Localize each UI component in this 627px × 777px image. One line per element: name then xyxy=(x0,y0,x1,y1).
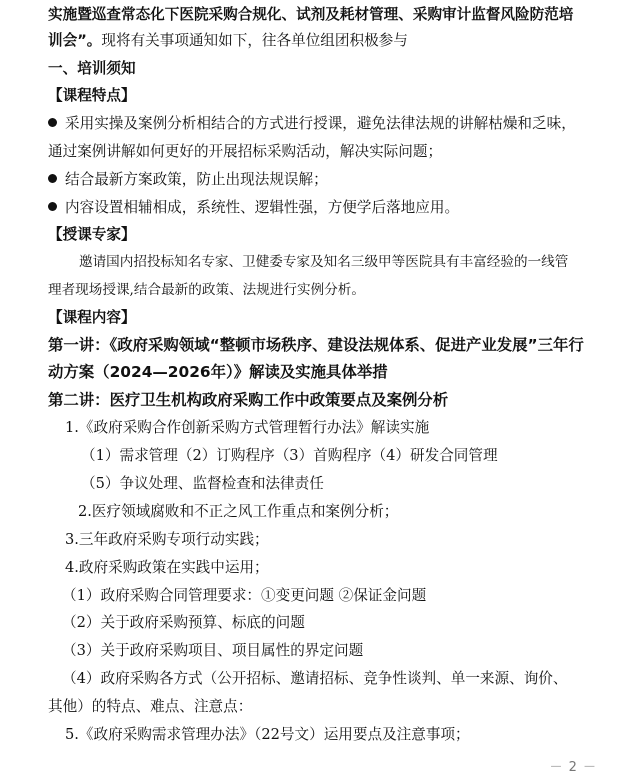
bullet-icon xyxy=(48,202,57,211)
item-4-sub-1: （1）政府采购合同管理要求：①变更问题 ②保证金问题 xyxy=(62,587,427,604)
item-4-sub-2: （2）关于政府采购预算、标底的问题 xyxy=(62,614,305,631)
item-4-sub-3: （3）关于政府采购项目、项目属性的界定问题 xyxy=(62,642,364,659)
content-header: 【课程内容】 xyxy=(48,309,136,326)
bullet-icon xyxy=(48,118,57,127)
experts-header: 【授课专家】 xyxy=(48,226,136,243)
item-2: 2.医疗领域腐败和不正之风工作重点和案例分析； xyxy=(78,503,399,520)
item-3: 3.三年政府采购专项行动实践； xyxy=(65,531,269,548)
experts-line-2: 理者现场授课,结合最新的政策、法规进行实例分析。 xyxy=(48,282,365,298)
feature-2-text: 结合最新方案政策，防止出现法规误解； xyxy=(65,171,328,188)
bullet-icon xyxy=(48,174,57,183)
lecture-2: 第二讲：医疗卫生机构政府采购工作中政策要点及案例分析 xyxy=(48,391,449,409)
feature-3-text: 内容设置相辅相成，系统性、逻辑性强，方便学后落地应用。 xyxy=(65,199,460,216)
intro-line-2-rest: 现将有关事项通知如下，往各单位组团积极参与 xyxy=(101,32,408,49)
page-number: － 2 － xyxy=(549,760,597,775)
intro-line-2 xyxy=(48,34,609,49)
item-4: 4.政府采购政策在实践中运用； xyxy=(65,559,269,576)
item-1-sub-2: （5）争议处理、监督检查和法律责任 xyxy=(81,475,324,492)
section-heading-1: 一、培训须知 xyxy=(48,60,136,77)
intro-line-1: 实施暨巡查常态化下医院采购合规化、试剂及耗材管理、采购审计监督风险防范培 xyxy=(48,6,574,23)
feature-item-1-cont: 通过案例讲解如何更好的开展招标采购活动，解决实际问题； xyxy=(48,143,443,160)
experts-line-1: 邀请国内招投标知名专家、卫健委专家及知名三级甲等医院具有丰富经验的一线管 xyxy=(79,254,569,270)
item-5: 5.《政府采购需求管理办法》（22号文）运用要点及注意事项； xyxy=(65,726,470,743)
item-4-sub-4: （4）政府采购各方式（公开招标、邀请招标、竞争性谈判、单一来源、询价、 xyxy=(62,670,568,687)
lecture-1-line-1: 第一讲：《政府采购领域“整顿市场秩序、建设法规体系、促进产业发展”三年行 xyxy=(48,336,584,354)
lecture-1-line-2: 动方案（2024—2026年）》解读及实施具体举措 xyxy=(48,363,388,381)
item-1: 1.《政府采购合作创新采购方式管理暂行办法》解读实施 xyxy=(65,419,430,436)
item-1-sub-1: （1）需求管理（2）订购程序（3）首购程序（4）研发合同管理 xyxy=(81,447,498,464)
features-header: 【课程特点】 xyxy=(48,87,136,104)
intro-line-2-bold: 训会”。 xyxy=(48,32,102,49)
feature-item-2 xyxy=(48,173,609,188)
feature-1-text: 采用实操及案例分析相结合的方式进行授课，避免法律法规的讲解枯燥和乏味， xyxy=(65,115,576,132)
feature-item-1 xyxy=(48,117,609,132)
feature-item-3 xyxy=(48,201,609,216)
item-4-sub-4-cont: 其他）的特点、难点、注意点： xyxy=(48,698,253,715)
